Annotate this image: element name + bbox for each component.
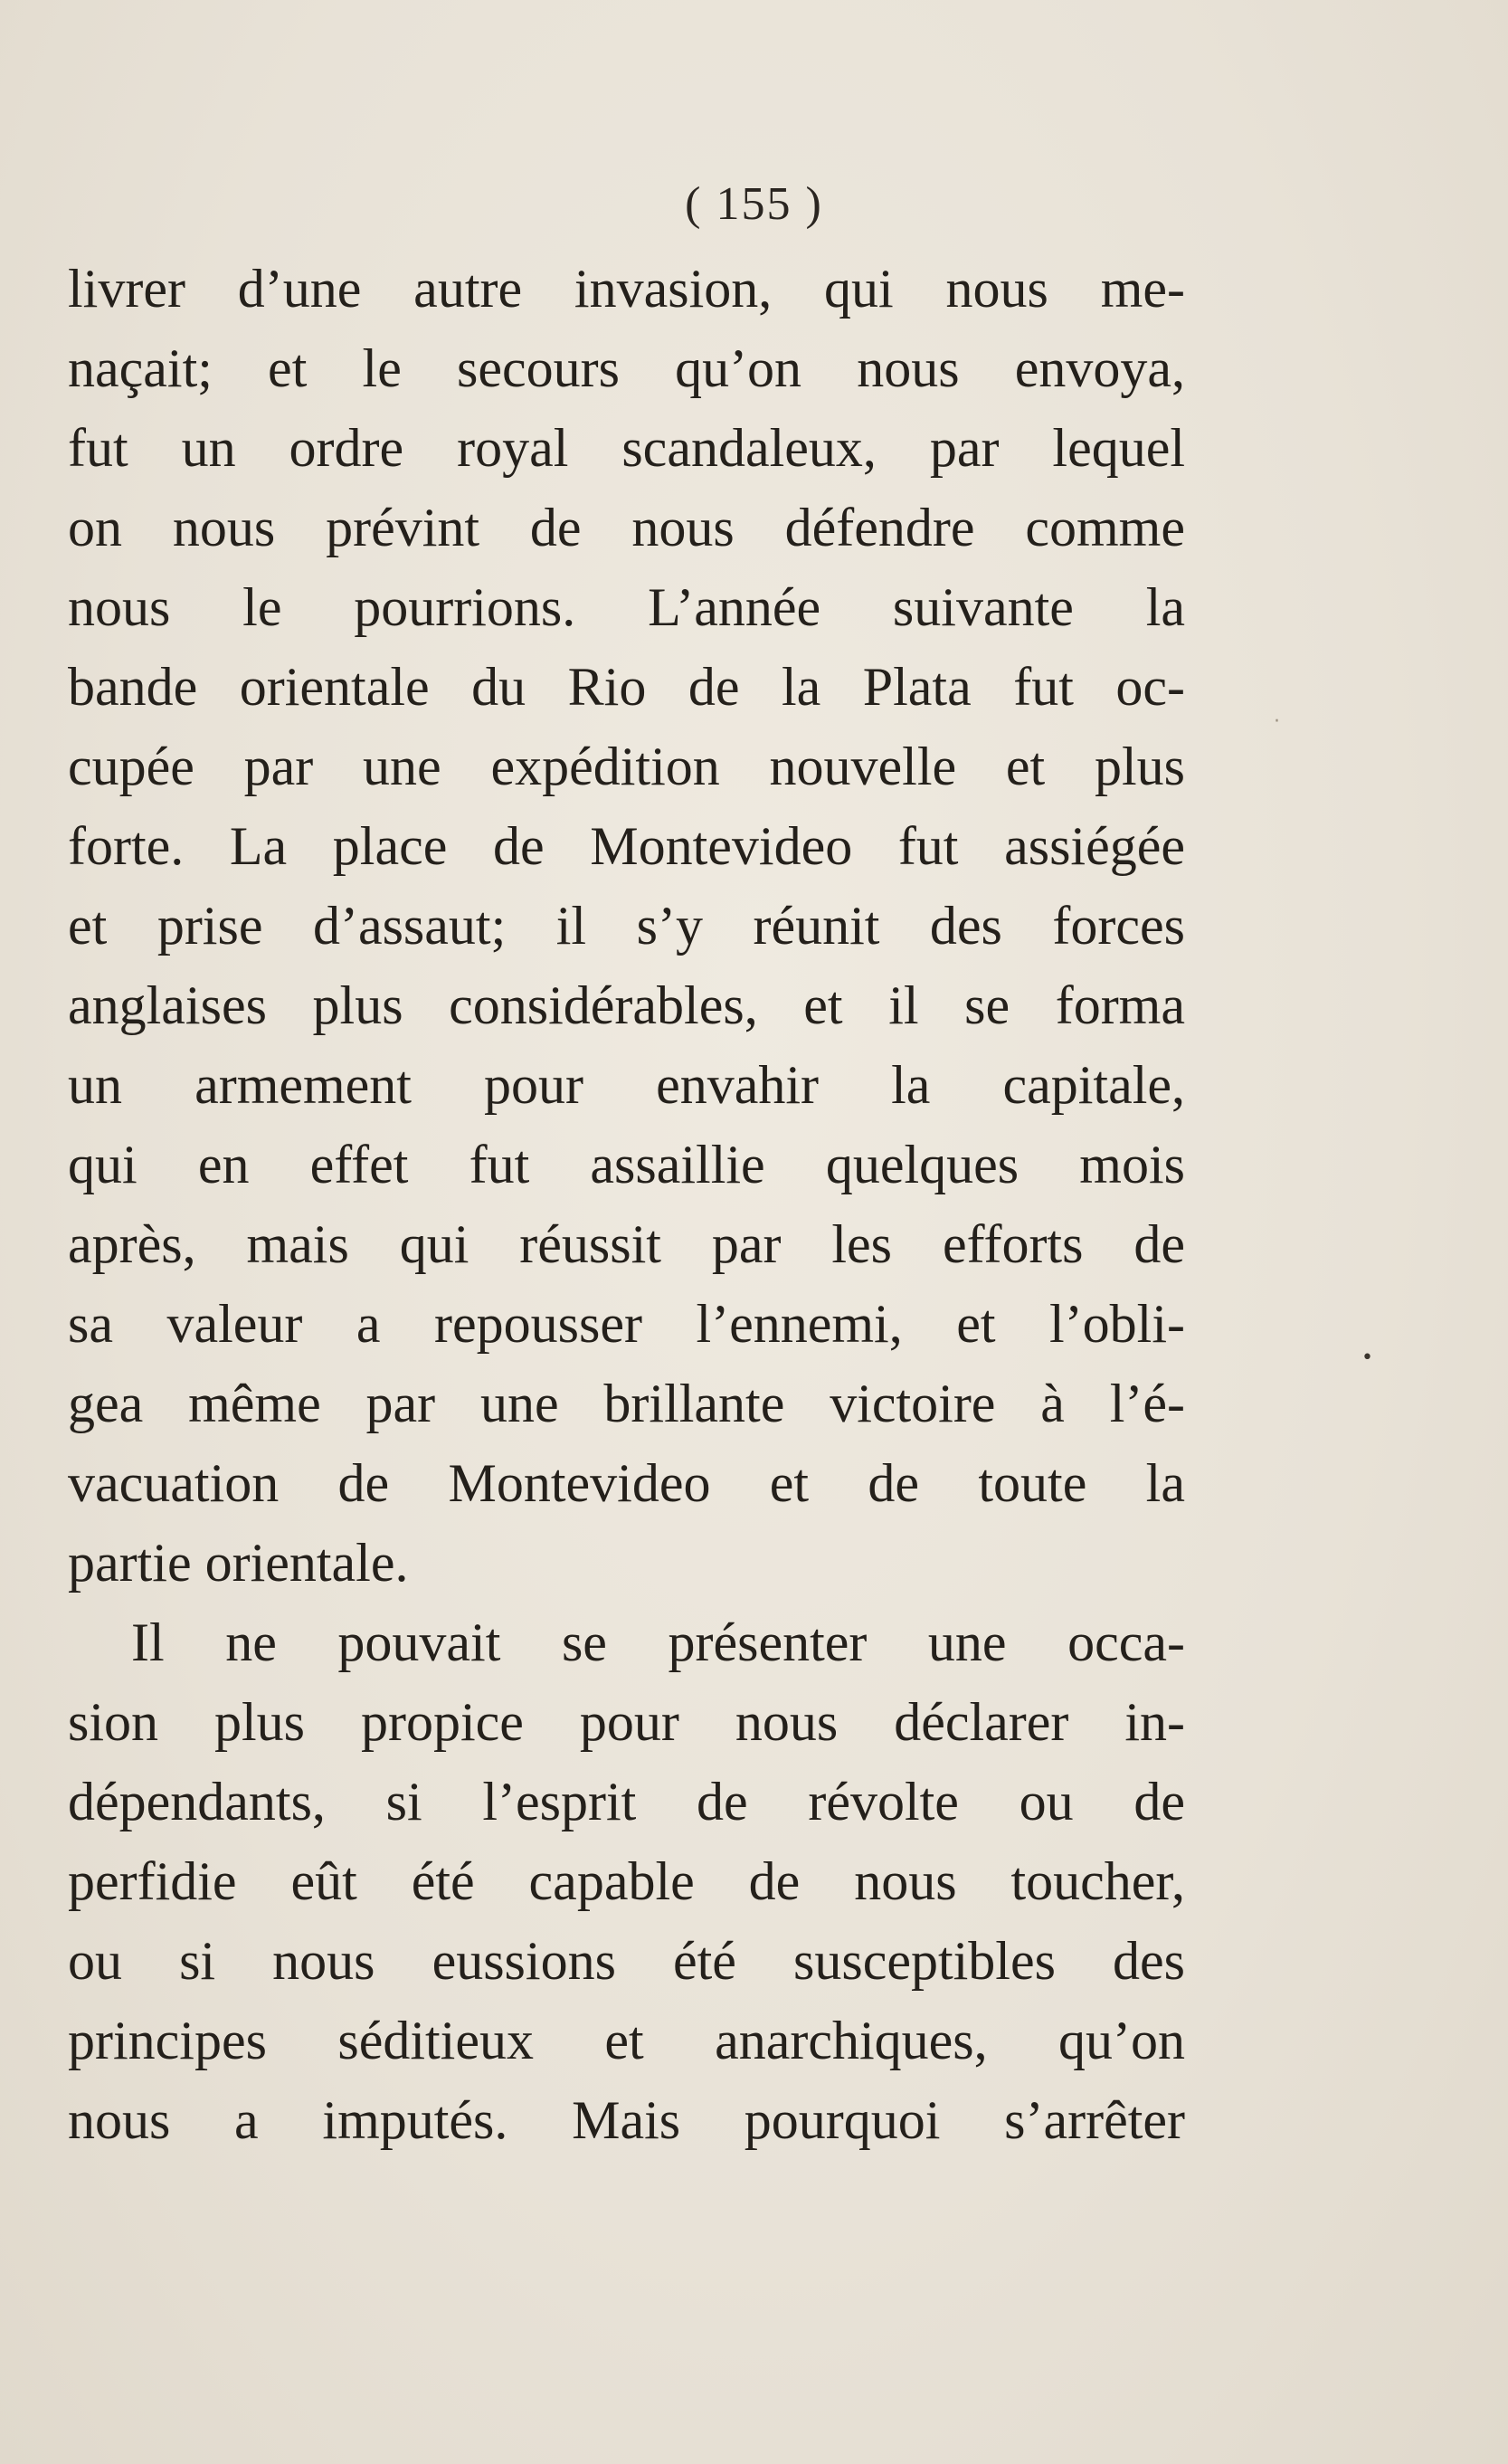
text-line: et prise d’assaut; il s’y réunit des forces [68, 896, 1185, 956]
text-line: sion plus propice pour nous déclarer in- [68, 1692, 1185, 1752]
text-line: livrer d’une autre invasion, qui nous me- [68, 259, 1185, 319]
text-line: nous le pourrions. L’année suivante la [68, 577, 1185, 637]
text-line: naçait; et le secours qu’on nous envoya, [68, 338, 1185, 398]
text-line: Il ne pouvait se présenter une occa- [131, 1613, 1185, 1672]
paper-speck: · [1274, 710, 1280, 733]
text-line: ou si nous eussions été susceptibles des [68, 1931, 1185, 1991]
text-line: forte. La place de Montevideo fut assiégée [68, 816, 1185, 876]
text-line: vacuation de Montevideo et de toute la [68, 1453, 1185, 1513]
text-line: cupée par une expédition nouvelle et plus [68, 737, 1185, 796]
text-line: qui en effet fut assaillie quelques mois [68, 1135, 1185, 1194]
text-line: on nous prévint de nous défendre comme [68, 498, 1185, 557]
text-line: bande orientale du Rio de la Plata fut oc- [68, 657, 1185, 717]
text-line: après, mais qui réussit par les efforts de [68, 1214, 1185, 1274]
text-line: dépendants, si l’esprit de révolte ou de [68, 1772, 1185, 1831]
text-line: nous a imputés. Mais pourquoi s’arrêter [68, 2090, 1185, 2150]
text-line: anglaises plus considérables, et il se forma [68, 975, 1185, 1035]
text-line: partie orientale. [68, 1533, 409, 1593]
text-line: sa valeur a repousser l’ennemi, et l’obli- [68, 1294, 1185, 1354]
text-line: perfidie eût été capable de nous toucher, [68, 1851, 1185, 1911]
text-line: fut un ordre royal scandaleux, par lequel [68, 418, 1185, 478]
paper-speck: • [1361, 1346, 1373, 1369]
text-line: principes séditieux et anarchiques, qu’on [68, 2011, 1185, 2070]
text-line: un armement pour envahir la capitale, [68, 1055, 1185, 1115]
body-text [68, 249, 1185, 2160]
page-number: ( 155 ) [685, 178, 823, 230]
text-line: gea même par une brillante victoire à l’é- [68, 1374, 1185, 1433]
